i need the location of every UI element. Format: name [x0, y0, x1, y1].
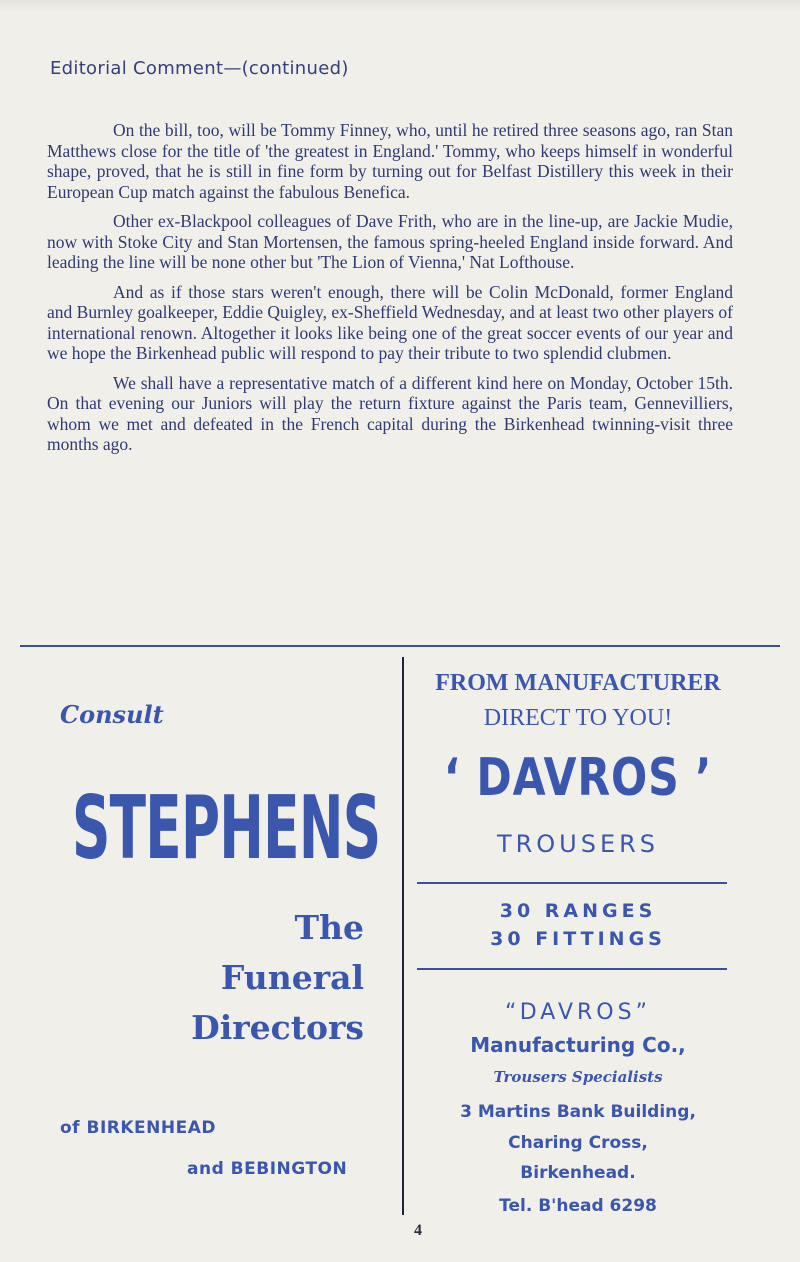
address-line-2: Charing Cross,	[508, 1133, 648, 1153]
paragraph: On the bill, too, will be Tommy Finney, who, until he retired three seasons ago, ran Stan Matthews close for the title of 'the greatest in England.' Tommy, who keeps himself in wonderful shape, proved, that he is still in fine form by turning out for Belfast Distillery this week in their European Cup match against the fabulous Benefica.	[47, 120, 733, 202]
fittings-text: 30 FITTINGS	[490, 928, 666, 950]
direct-to-you-text: DIRECT TO YOU!	[483, 705, 673, 731]
from-manufacturer-text: FROM MANUFACTURER	[435, 670, 721, 696]
address-line-3: Birkenhead.	[520, 1163, 636, 1183]
location-bebington: and BEBINGTON	[187, 1159, 348, 1179]
funeral-text: Funeral	[220, 958, 364, 997]
editorial-article	[47, 120, 733, 464]
divider-vertical	[402, 657, 404, 1215]
company-type: Manufacturing Co.,	[470, 1033, 686, 1057]
company-name: “DAVROS”	[505, 1000, 651, 1025]
telephone-number: Tel. B'head 6298	[499, 1196, 657, 1216]
consult-text: Consult	[60, 700, 164, 729]
davros-brand: ‘ DAVROS ’	[443, 748, 713, 808]
page-edge	[0, 0, 800, 12]
paragraph: We shall have a representative match of a different kind here on Monday, October 15th. On that evening our Juniors will play the return fixture against the Paris team, Gennevilliers, whom we met and defeated in the French capital during the Birkenhead twinning-visit three months ago.	[47, 372, 733, 454]
trousers-text: TROUSERS	[496, 830, 660, 858]
stephens-name: STEPHENS	[72, 778, 381, 880]
ad-divider	[417, 968, 727, 970]
location-birkenhead: of BIRKENHEAD	[60, 1118, 216, 1138]
page-number: 4	[414, 1222, 422, 1239]
ad-divider	[417, 882, 727, 884]
ranges-text: 30 RANGES	[499, 900, 657, 922]
paragraph: And as if those stars weren't enough, there will be Colin McDonald, former England and Burnley goalkeeper, Eddie Quigley, ex-Sheffield Wednesday, and at least two other players of international renown. Altogether it looks like being one of the great soccer events of our year and we hope the Birkenhead public will respond to pay their tribute to two splendid clubmen.	[47, 281, 734, 363]
directors-text: Directors	[191, 1008, 364, 1047]
address-line-1: 3 Martins Bank Building,	[460, 1102, 696, 1122]
editorial-heading: Editorial Comment—(continued)	[50, 58, 349, 79]
the-text: The	[294, 908, 364, 947]
company-tagline: Trousers Specialists	[493, 1068, 663, 1086]
paragraph: Other ex-Blackpool colleagues of Dave Frith, who are in the line-up, are Jackie Mudie, now with Stoke City and Stan Mortensen, the famous spring-heeled England inside forward. And leading the line will be none other but 'The Lion of Vienna,' Nat Lofthouse.	[47, 211, 733, 272]
divider-horizontal	[20, 645, 780, 647]
